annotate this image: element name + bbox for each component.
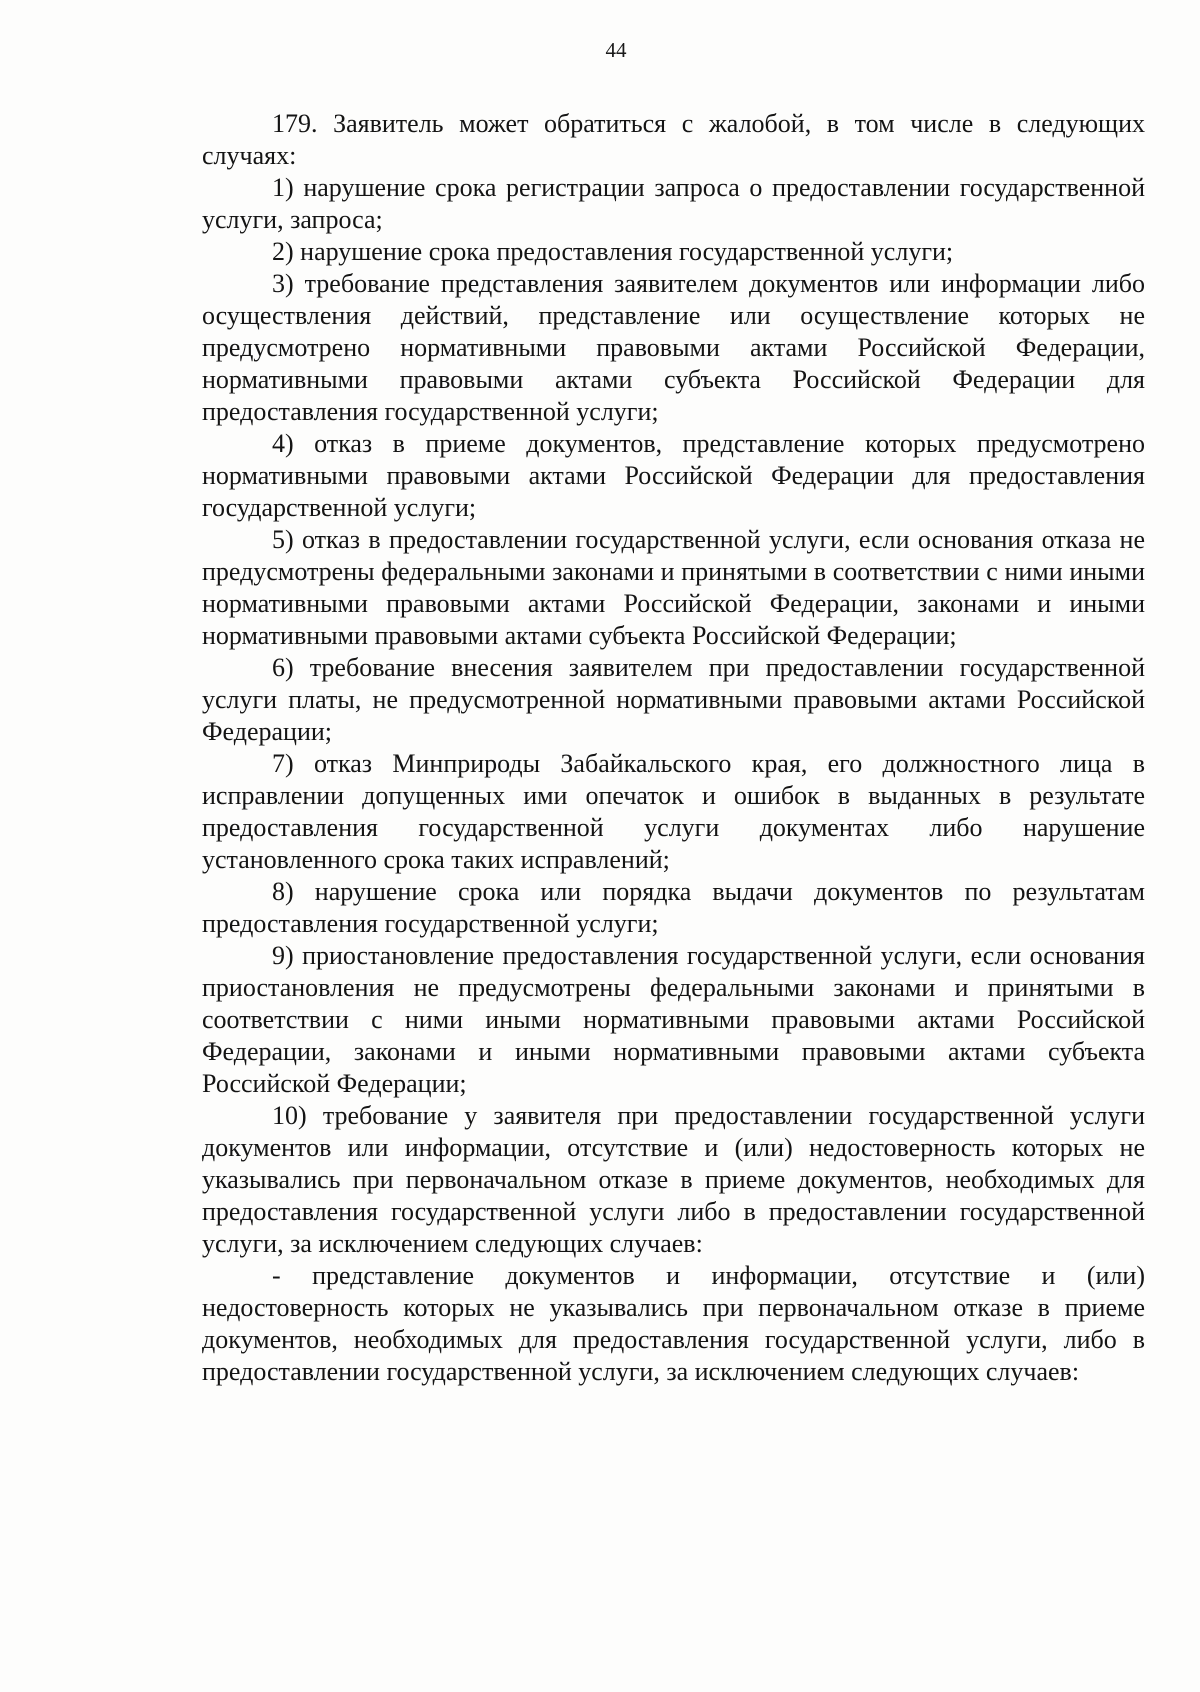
list-item-3: 3) требование представления заявителем документов или информации либо осуществления действий, представление или осуществление которых не предусмотрено нормативными правовыми актами Российской Федерации, нормативными правовыми актами субъекта Российской Федерации для предоставления государственной услуги;	[202, 269, 1145, 426]
list-item-4: 4) отказ в приеме документов, представление которых предусмотрено нормативными правовыми актами Российской Федерации для предоставления государственной услуги;	[202, 429, 1145, 522]
list-item-10: 10) требование у заявителя при предоставлении государственной услуги документов или информации, отсутствие и (или) недостоверность которых не указывались при первоначальном отказе в приеме документов, необходимых для предоставления государственной услуги либо в предоставлении государственной услуги, за исключением следующих случаев:	[202, 1101, 1145, 1258]
document-body	[202, 108, 1145, 1388]
list-item-7: 7) отказ Минприроды Забайкальского края, его должностного лица в исправлении допущенных ими опечаток и ошибок в выданных в результате предоставления государственной услуги документах либо нарушение установленного срока таких исправлений;	[202, 749, 1145, 874]
list-item-9: 9) приостановление предоставления государственной услуги, если основания приостановления не предусмотрены федеральными законами и принятыми в соответствии с ними иными нормативными правовыми актами Российской Федерации, законами и иными нормативными правовыми актами субъекта Российской Федерации;	[202, 941, 1145, 1098]
list-item-10-subitem: - представление документов и информации, отсутствие и (или) недостоверность которых не указывались при первоначальном отказе в приеме документов, необходимых для предоставления государственной услуги, либо в предоставлении государственной услуги, за исключением следующих случаев:	[202, 1261, 1145, 1386]
list-item-2: 2) нарушение срока предоставления государственной услуги;	[272, 237, 954, 266]
list-item-5: 5) отказ в предоставлении государственной услуги, если основания отказа не предусмотрены федеральными законами и принятыми в соответствии с ними иными нормативными правовыми актами Российской Федерации, законами и иными нормативными правовыми актами субъекта Российской Федерации;	[202, 525, 1145, 650]
list-item-6: 6) требование внесения заявителем при предоставлении государственной услуги платы, не предусмотренной нормативными правовыми актами Российской Федерации;	[202, 653, 1145, 746]
list-item-8: 8) нарушение срока или порядка выдачи документов по результатам предоставления государственной услуги;	[202, 877, 1145, 938]
paragraph-179-intro: 179. Заявитель может обратиться с жалобой, в том числе в следующих случаях:	[202, 109, 1145, 170]
page-number: 44	[605, 38, 627, 62]
list-item-1: 1) нарушение срока регистрации запроса о предоставлении государственной услуги, запроса;	[202, 173, 1145, 234]
